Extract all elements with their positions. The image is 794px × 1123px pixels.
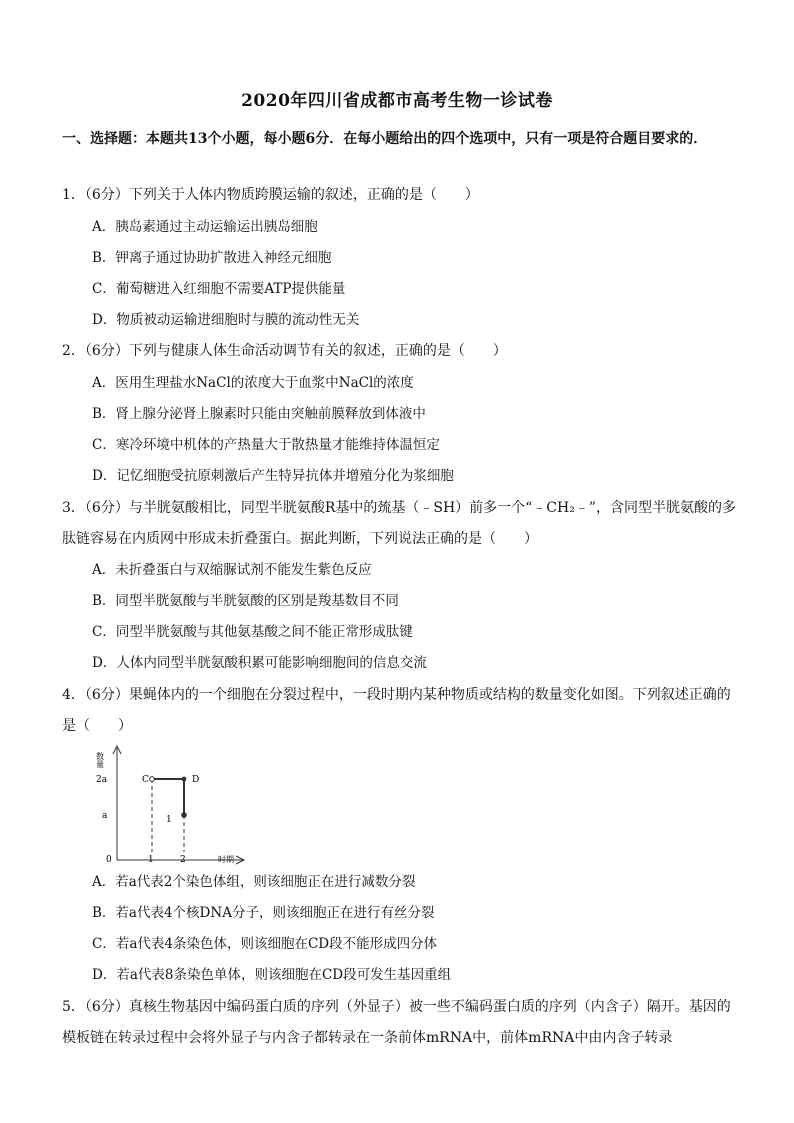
question-4-stem: 4．（6分）果蝇体内的一个细胞在分裂过程中，一段时期内某种物质或结构的数量变化如图。下列叙述正确的是（ ） (62, 687, 731, 734)
question-1-option-d: D．物质被动运输进细胞时与膜的流动性无关 (92, 312, 360, 328)
label-1: 1 (166, 815, 172, 825)
point-d (182, 777, 187, 782)
section-heading: 一、选择题：本题共13个小题，每小题6分．在每小题给出的四个选项中，只有一项是符合题目要求的． (62, 131, 708, 147)
quantity-change-graph (92, 742, 252, 866)
question-2-option-c: C．寒冷环境中机体的产热量大于散热量才能维持体温恒定 (92, 437, 440, 453)
question-4-figure (92, 742, 252, 870)
question-2-option-b: B．肾上腺分泌肾上腺素时只能由突触前膜释放到体液中 (92, 406, 426, 422)
x-tick-2: 2 (180, 855, 186, 865)
label-d: D (192, 775, 200, 785)
question-2-option-d: D．记忆细胞受抗原刺激后产生特异抗体并增殖分化为浆细胞 (92, 468, 454, 484)
question-1-option-c: C．葡萄糖进入红细胞不需要ATP提供能量 (92, 281, 346, 297)
question-4-option-c: C．若a代表4条染色体，则该细胞在CD段不能形成四分体 (92, 936, 438, 952)
origin-label: 0 (106, 855, 112, 865)
question-1-option-a: A．胰岛素通过主动运输运出胰岛细胞 (92, 219, 318, 235)
label-c: C (142, 775, 149, 785)
point-1 (181, 812, 187, 818)
x-axis-label: 时期 (218, 855, 234, 864)
y-tick-2a: 2a (96, 775, 108, 785)
question-2-option-a: A．医用生理盐水NaCl的浓度大于血浆中NaCl的浓度 (92, 375, 414, 391)
question-3-option-d: D．人体内同型半胱氨酸积累可能影响细胞间的信息交流 (92, 655, 427, 671)
x-tick-1: 1 (148, 855, 154, 865)
point-c (150, 777, 155, 782)
question-4-option-a: A．若a代表2个染色体组，则该细胞正在进行减数分裂 (92, 874, 416, 890)
question-3-option-c: C．同型半胱氨酸与其他氨基酸之间不能正常形成肽键 (92, 624, 413, 640)
question-1-stem: 1．（6分）下列关于人体内物质跨膜运输的叙述，正确的是（ ） (62, 187, 479, 203)
question-1-option-b: B．钾离子通过协助扩散进入神经元细胞 (92, 250, 332, 266)
question-4-option-b: B．若a代表4个核DNA分子，则该细胞正在进行有丝分裂 (92, 905, 435, 921)
question-3-option-a: A．未折叠蛋白与双缩脲试剂不能发生紫色反应 (92, 562, 372, 578)
y-tick-a: a (102, 811, 108, 821)
question-2-stem: 2．（6分）下列与健康人体生命活动调节有关的叙述，正确的是（ ） (62, 343, 507, 359)
question-4-option-d: D．若a代表8条染色单体，则该细胞在CD段可发生基因重组 (92, 967, 452, 983)
question-3-stem: 3．（6分）与半胱氨酸相比，同型半胱氨酸R基中的巯基（﹣SH）前多一个“﹣CH₂﹣”，含同型半胱氨酸的多肽链容易在内质网中形成未折叠蛋白。据此判断，下列说法正确的是（ ） (62, 500, 737, 547)
y-axis-label: 数量 (95, 752, 105, 768)
question-3-option-b: B．同型半胱氨酸与半胱氨酸的区别是羧基数目不同 (92, 593, 399, 609)
question-5-stem: 5．（6分）真核生物基因中编码蛋白质的序列（外显子）被一些不编码蛋白质的序列（内含子）隔开。基因的模板链在转录过程中会将外显子与内含子都转录在一条前体mRNA中，前体mRNA中由内含子转录 (62, 999, 731, 1046)
paper-title: 2020年四川省成都市高考生物一诊试卷 (241, 91, 553, 111)
